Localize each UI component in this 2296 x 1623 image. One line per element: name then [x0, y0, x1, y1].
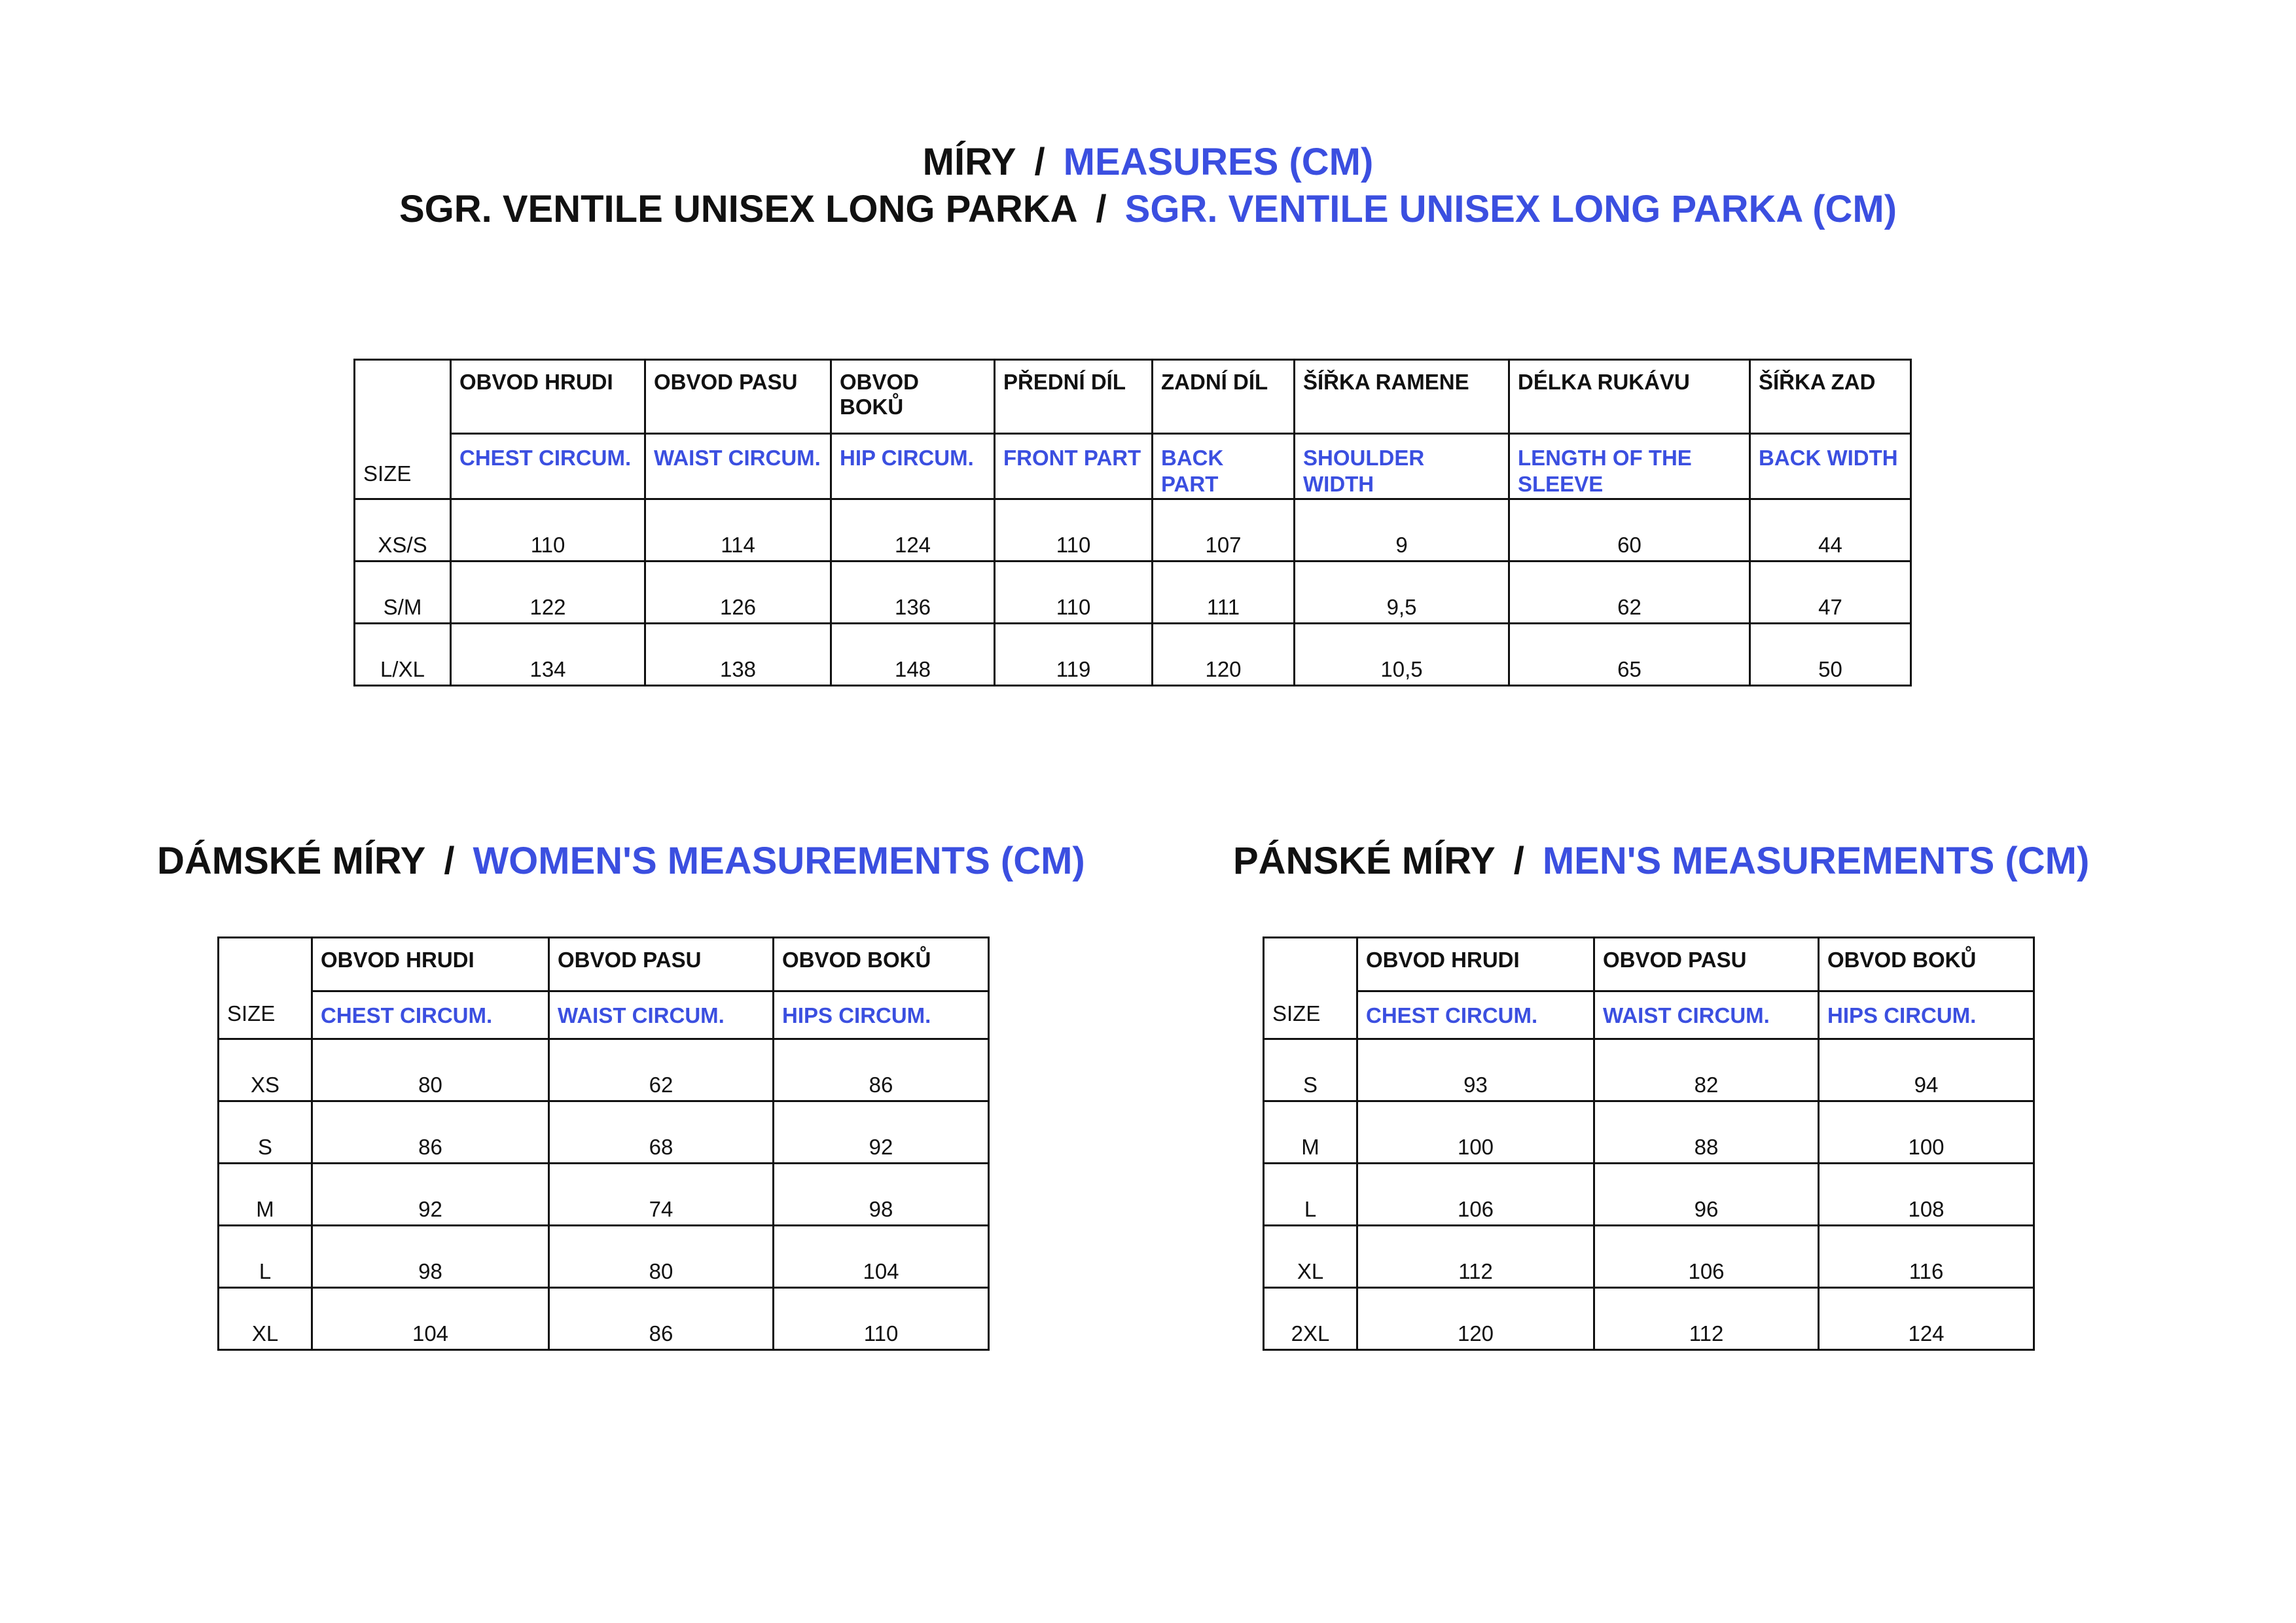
value-cell: 107 [1153, 499, 1295, 562]
size-cell: S/M [355, 562, 451, 624]
value-cell: 92 [312, 1164, 549, 1226]
value-cell: 96 [1594, 1164, 1819, 1226]
value-cell: 86 [774, 1039, 989, 1101]
value-cell: 10,5 [1295, 624, 1509, 686]
value-cell: 120 [1153, 624, 1295, 686]
size-cell: S [219, 1101, 312, 1164]
value-cell: 74 [549, 1164, 774, 1226]
title-line-2 [0, 186, 2296, 233]
title-separator: / [1096, 188, 1107, 230]
value-cell: 112 [1594, 1288, 1819, 1350]
women-title-cz: DÁMSKÉ MÍRY [157, 840, 426, 882]
men-title-en: MEN'S MEASUREMENTS (CM) [1542, 840, 2090, 882]
column-header-cz: DÉLKA RUKÁVU [1509, 360, 1750, 434]
value-cell: 98 [312, 1226, 549, 1288]
value-cell: 104 [312, 1288, 549, 1350]
value-cell: 108 [1819, 1164, 2034, 1226]
column-header-cz: OBVOD BOKŮ [1819, 938, 2034, 991]
column-header-cz: OBVOD BOKŮ [831, 360, 995, 434]
column-header-en: HIP CIRCUM. [831, 434, 995, 499]
value-cell: 136 [831, 562, 995, 624]
value-cell: 62 [1509, 562, 1750, 624]
value-cell: 116 [1819, 1226, 2034, 1288]
table-row [355, 499, 1911, 562]
column-header-en: BACK WIDTH [1750, 434, 1911, 499]
size-cell: XS/S [355, 499, 451, 562]
value-cell: 106 [1594, 1226, 1819, 1288]
size-cell: L/XL [355, 624, 451, 686]
value-cell: 100 [1357, 1101, 1594, 1164]
table-row [355, 562, 1911, 624]
column-header-en: SHOULDER WIDTH [1295, 434, 1509, 499]
value-cell: 122 [451, 562, 645, 624]
size-cell: XL [1264, 1226, 1357, 1288]
header-row-cz [219, 938, 989, 991]
table-row [1264, 1288, 2034, 1350]
table-row [219, 1288, 989, 1350]
value-cell: 111 [1153, 562, 1295, 624]
title-line-1 [0, 139, 2296, 186]
value-cell: 134 [451, 624, 645, 686]
value-cell: 80 [312, 1039, 549, 1101]
column-header-cz: ZADNÍ DÍL [1153, 360, 1295, 434]
size-cell: 2XL [1264, 1288, 1357, 1350]
column-header-cz: PŘEDNÍ DÍL [995, 360, 1153, 434]
men-title-cz: PÁNSKÉ MÍRY [1233, 840, 1496, 882]
value-cell: 93 [1357, 1039, 1594, 1101]
value-cell: 44 [1750, 499, 1911, 562]
value-cell: 110 [451, 499, 645, 562]
value-cell: 138 [645, 624, 831, 686]
column-header-en: WAIST CIRCUM. [1594, 991, 1819, 1039]
size-cell: XL [219, 1288, 312, 1350]
table-row [1264, 1164, 2034, 1226]
unisex-size-table [353, 359, 1912, 687]
column-header-cz: OBVOD HRUDI [1357, 938, 1594, 991]
value-cell: 106 [1357, 1164, 1594, 1226]
size-cell: XS [219, 1039, 312, 1101]
size-cell: L [1264, 1164, 1357, 1226]
value-cell: 65 [1509, 624, 1750, 686]
value-cell: 86 [549, 1288, 774, 1350]
value-cell: 9 [1295, 499, 1509, 562]
table-row [219, 1164, 989, 1226]
column-header-en: LENGTH OF THE SLEEVE [1509, 434, 1750, 499]
value-cell: 50 [1750, 624, 1911, 686]
value-cell: 60 [1509, 499, 1750, 562]
value-cell: 88 [1594, 1101, 1819, 1164]
women-section-title [157, 838, 1085, 885]
value-cell: 82 [1594, 1039, 1819, 1101]
title-separator: / [444, 840, 455, 882]
header-row-en [1264, 991, 2034, 1039]
value-cell: 126 [645, 562, 831, 624]
size-cell: M [1264, 1101, 1357, 1164]
value-cell: 86 [312, 1101, 549, 1164]
value-cell: 68 [549, 1101, 774, 1164]
value-cell: 80 [549, 1226, 774, 1288]
column-header-cz: OBVOD HRUDI [451, 360, 645, 434]
value-cell: 110 [774, 1288, 989, 1350]
column-header-en: CHEST CIRCUM. [451, 434, 645, 499]
column-header-en: CHEST CIRCUM. [312, 991, 549, 1039]
column-header-cz: ŠÍŘKA RAMENE [1295, 360, 1509, 434]
header-row-cz [1264, 938, 2034, 991]
value-cell: 110 [995, 499, 1153, 562]
size-header: SIZE [1264, 938, 1357, 1039]
title-product-cz: SGR. VENTILE UNISEX LONG PARKA [399, 188, 1078, 230]
table-row [355, 624, 1911, 686]
header-row-cz [355, 360, 1911, 434]
column-header-en: HIPS CIRCUM. [774, 991, 989, 1039]
table-row [1264, 1039, 2034, 1101]
value-cell: 120 [1357, 1288, 1594, 1350]
size-cell: S [1264, 1039, 1357, 1101]
value-cell: 104 [774, 1226, 989, 1288]
title-product-en: SGR. VENTILE UNISEX LONG PARKA (CM) [1124, 188, 1897, 230]
table-row [219, 1226, 989, 1288]
women-size-table [217, 936, 990, 1351]
title-measures-en: MEASURES (CM) [1063, 141, 1374, 183]
column-header-en: HIPS CIRCUM. [1819, 991, 2034, 1039]
value-cell: 9,5 [1295, 562, 1509, 624]
value-cell: 124 [1819, 1288, 2034, 1350]
men-section-title [1233, 838, 2089, 885]
column-header-en: BACK PART [1153, 434, 1295, 499]
value-cell: 62 [549, 1039, 774, 1101]
table-row [219, 1101, 989, 1164]
size-cell: L [219, 1226, 312, 1288]
column-header-cz: OBVOD HRUDI [312, 938, 549, 991]
table-row [1264, 1101, 2034, 1164]
value-cell: 124 [831, 499, 995, 562]
value-cell: 110 [995, 562, 1153, 624]
title-separator: / [1034, 141, 1045, 183]
value-cell: 148 [831, 624, 995, 686]
size-header: SIZE [355, 360, 451, 499]
column-header-en: CHEST CIRCUM. [1357, 991, 1594, 1039]
value-cell: 92 [774, 1101, 989, 1164]
column-header-cz: ŠÍŘKA ZAD [1750, 360, 1911, 434]
value-cell: 98 [774, 1164, 989, 1226]
title-measures-cz: MÍRY [922, 141, 1016, 183]
title-separator: / [1513, 840, 1524, 882]
table-row [1264, 1226, 2034, 1288]
value-cell: 94 [1819, 1039, 2034, 1101]
page-title [0, 139, 2296, 233]
size-header: SIZE [219, 938, 312, 1039]
column-header-cz: OBVOD PASU [549, 938, 774, 991]
column-header-cz: OBVOD PASU [645, 360, 831, 434]
header-row-en [219, 991, 989, 1039]
value-cell: 100 [1819, 1101, 2034, 1164]
value-cell: 119 [995, 624, 1153, 686]
size-cell: M [219, 1164, 312, 1226]
men-size-table [1263, 936, 2035, 1351]
column-header-en: FRONT PART [995, 434, 1153, 499]
column-header-en: WAIST CIRCUM. [549, 991, 774, 1039]
value-cell: 47 [1750, 562, 1911, 624]
column-header-cz: OBVOD PASU [1594, 938, 1819, 991]
column-header-en: WAIST CIRCUM. [645, 434, 831, 499]
table-row [219, 1039, 989, 1101]
value-cell: 112 [1357, 1226, 1594, 1288]
women-title-en: WOMEN'S MEASUREMENTS (CM) [473, 840, 1085, 882]
header-row-en [355, 434, 1911, 499]
column-header-cz: OBVOD BOKŮ [774, 938, 989, 991]
value-cell: 114 [645, 499, 831, 562]
